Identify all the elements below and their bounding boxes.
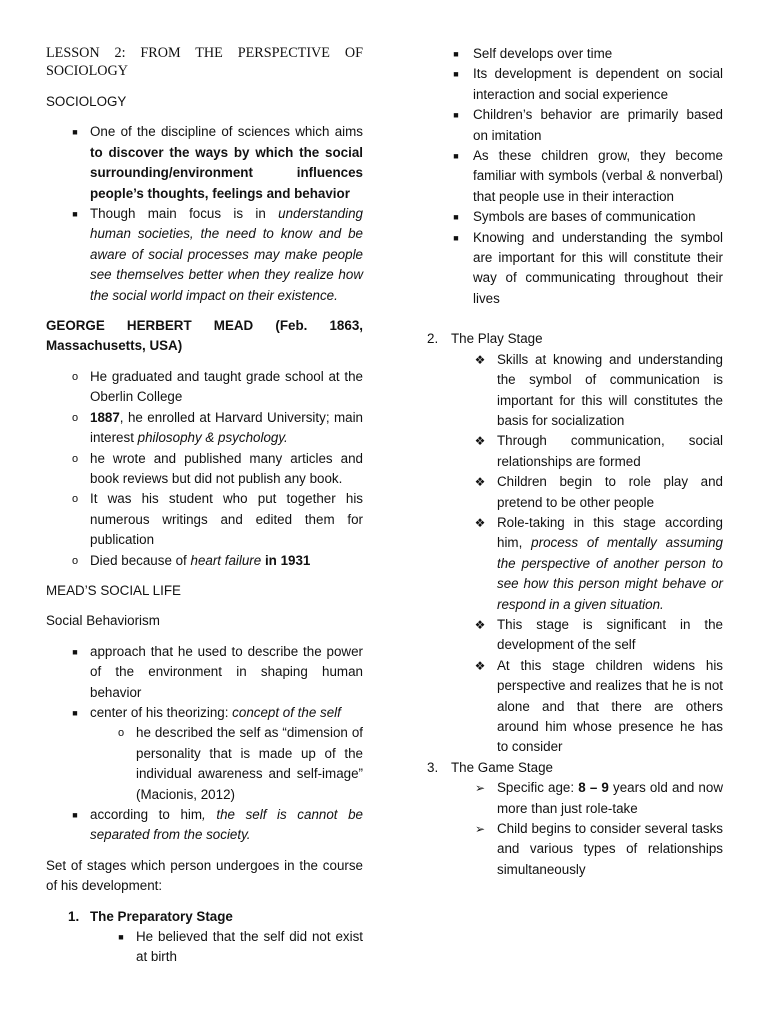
list-item: 1. The Preparatory Stage ■ He believed that the self did not exist at birth	[46, 907, 363, 968]
list-item: o It was his student who put together his numerous writings and edited them for publication	[71, 491, 363, 548]
list-item: ■ Though main focus is in understanding human societies, the need to know and be aware of social processes may make people see themselves better when they realize how the social world impact on their existence.	[72, 206, 363, 303]
stage1-sublist	[46, 927, 363, 968]
list-item: o he described the self as “dimension of personality that is made up of the individual awareness and self-image” (Macionis, 2012)	[117, 725, 363, 802]
list-item: ■ Its development is dependent on social interaction and social experience	[453, 66, 723, 102]
stage2-title: The Play Stage	[451, 331, 543, 347]
game-stage-list	[427, 778, 723, 880]
list-item: 3. The Game Stage ➢ Specific age: 8 – 9 years old and now more than just role-take ➢ Child begins to consider several tasks and various types of relationships simultaneously	[427, 758, 723, 880]
list-item: ■ according to him, the self is cannot be separated from the society.	[72, 807, 364, 843]
list-item: 2. The Play Stage ❖ Skills at knowing and understanding the symbol of communication is important for this will constitutes the basis for socialization ❖ Through communication, social relationships are formed ❖ Children begin to role play and pretend to be other people ❖ Role-taking in this stage according him, process of mentally assuming the perspective of another person to see how this person might behave or respond in a given situation. ❖ This stage is significant in the development of the self ❖ At this stage children widens his perspective and realizes that he is not alone and that there are others around him whose presence he has to consider	[427, 329, 723, 758]
list-item: ❖ Through communication, social relationships are formed	[474, 433, 723, 469]
list-item: o 1887, he enrolled at Harvard University; main interest philosophy & psychology.	[71, 409, 363, 446]
list-item: ■ One of the discipline of sciences which aims to discover the ways by which the social surrounding/environment influences people’s thoughts, feelings and behavior	[72, 124, 363, 201]
list-item: ❖ Role-taking in this stage according him, process of mentally assuming the perspective of another person to see how this person might behave or respond in a given situation.	[474, 514, 723, 612]
list-item: ■ Knowing and understanding the symbol are important for this will constitute their way of communicating throughout their lives	[453, 229, 723, 306]
behaviorism-sublist	[46, 723, 363, 805]
list-item: ■ Children’s behavior are primarily based on imitation	[453, 107, 723, 143]
list-item: ❖ At this stage children widens his perspective and realizes that he is not alone and that there are others around him whose presence he has to consider	[474, 657, 723, 755]
list-item: ■ center of his theorizing: concept of the self o he described the self as “dimension of personality that is made up of the individual awareness and self-image” (Macionis, 2012)	[46, 703, 363, 805]
list-item: ❖ Skills at knowing and understanding the symbol of communication is important for this will constitutes the basis for socialization	[474, 351, 723, 428]
mead-list	[46, 367, 363, 571]
list-item: o He graduated and taught grade school at the Oberlin College	[71, 368, 363, 405]
behaviorism-list	[46, 642, 363, 846]
stages-list	[46, 907, 363, 968]
preparatory-list	[403, 44, 723, 309]
list-item: ➢ Specific age: 8 – 9 years old and now more than just role-take	[474, 780, 723, 816]
stage1-title: The Preparatory Stage	[90, 908, 233, 924]
list-item: ■ Self develops over time	[453, 46, 613, 61]
list-item: ■ He believed that the self did not exist at birth	[118, 929, 363, 965]
stage3-title: The Game Stage	[451, 759, 553, 775]
list-item: o Died because of heart failure in 1931	[71, 552, 311, 568]
stages-intro: Set of stages which person undergoes in the course of his development:	[46, 857, 363, 894]
lesson-title: LESSON 2: FROM THE PERSPECTIVE OF SOCIOLOGY	[46, 45, 363, 79]
list-item: ■ Symbols are bases of communication	[453, 209, 696, 225]
stages-list-continued	[427, 329, 723, 880]
social-life-heading: MEAD’S SOCIAL LIFE	[46, 582, 181, 598]
list-item: ❖ Children begin to role play and pretend to be other people	[474, 474, 723, 510]
list-item: ➢ Child begins to consider several tasks and various types of relationships simultaneously	[474, 821, 723, 877]
sociology-heading: SOCIOLOGY	[46, 94, 127, 109]
list-item: ■ approach that he used to describe the power of the environment in shaping human behavior	[72, 643, 363, 700]
list-item: ❖ This stage is significant in the development of the self	[474, 616, 723, 653]
left-column	[46, 44, 363, 968]
play-stage-list	[427, 350, 723, 758]
sociology-list	[46, 122, 363, 306]
behaviorism-heading: Social Behaviorism	[46, 613, 160, 629]
right-column	[427, 44, 723, 880]
mead-heading: GEORGE HERBERT MEAD (Feb. 1863, Massachusetts, USA)	[46, 318, 363, 354]
list-item: o he wrote and published many articles and book reviews but did not publish any book.	[71, 450, 363, 486]
list-item: ■ As these children grow, they become familiar with symbols (verbal & nonverbal) that people use in their interaction	[453, 148, 723, 204]
